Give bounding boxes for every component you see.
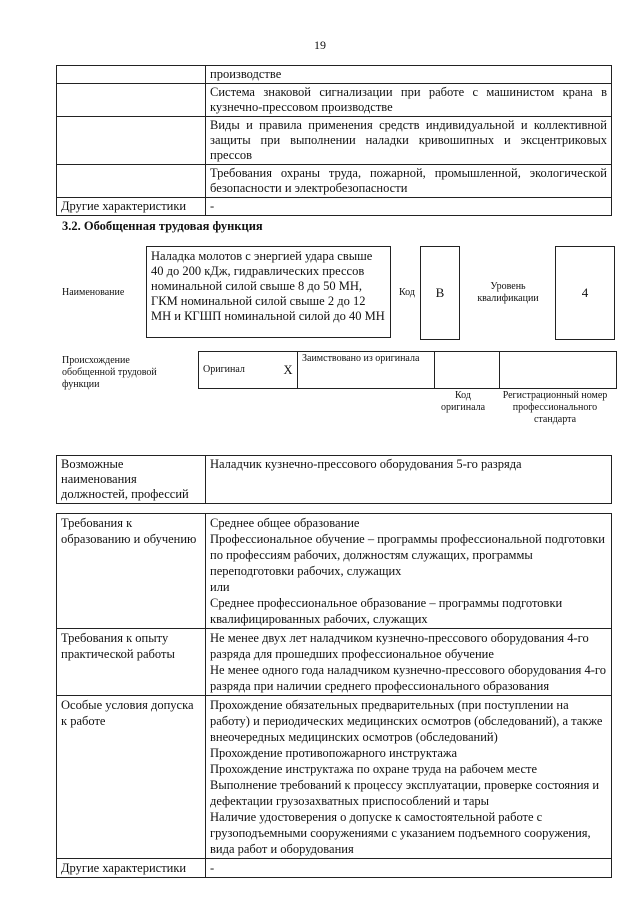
other-characteristics-value: - [206, 198, 612, 216]
function-name-box: Наладка молотов с энергией удара свыше 40 до 200 кДж, гидравлических прессов номинальной силой свыше 8 до 50 МН, ГКМ номинальной силой свыше 2 до 12 МН и КГШП номинальной силой до 40 МН [146, 246, 391, 338]
conditions-line: Прохождение инструктажа по охране труда на рабочем месте [210, 762, 538, 776]
other-characteristics-value: - [206, 859, 612, 878]
positions-value: Наладчик кузнечно-прессового оборудования 5-го разряда [206, 456, 612, 504]
name-label: Наименование [62, 287, 125, 298]
positions-label: Возможные наименования должностей, профессий [57, 456, 206, 504]
conditions-value [206, 696, 612, 859]
registration-number-cell [500, 352, 617, 389]
experience-value [206, 629, 612, 696]
education-label: Требования к образованию и обучению [57, 514, 206, 629]
empty-label-cell [57, 117, 206, 165]
code-value-box: B [420, 246, 460, 340]
requirements-table [56, 513, 612, 878]
education-line: Профессиональное обучение – программы профессиональной подготовки по профессиям рабочих, должностям служащих, программы переподготовки рабочих, служащих [210, 532, 605, 578]
original-label: Оригинал [199, 352, 280, 389]
empty-label-cell [57, 165, 206, 198]
education-line: или [210, 580, 230, 594]
qualification-level-box: 4 [555, 246, 615, 340]
conditions-line: Наличие удостоверения о допуске к самостоятельной работе с грузоподъемными сооружениями с указанием подъемного сооружения, вида работ и оборудования [210, 810, 591, 856]
empty-label-cell [57, 84, 206, 117]
knowledge-item: производстве [206, 66, 612, 84]
registration-number-caption: Регистрационный номер профессионального стандарта [502, 390, 608, 425]
other-characteristics-label: Другие характеристики [57, 859, 206, 878]
experience-label: Требования к опыту практической работы [57, 629, 206, 696]
education-line: Среднее общее образование [210, 516, 360, 530]
original-code-cell [435, 352, 500, 389]
conditions-line: Прохождение противопожарного инструктажа [210, 746, 458, 760]
conditions-label: Особые условия допуска к работе [57, 696, 206, 859]
origin-table [198, 351, 617, 389]
knowledge-item: Виды и правила применения средств индивидуальной и коллективной защиты при выполнении наладки кривошипных и эксцентриковых прессов [206, 117, 612, 165]
knowledge-table [56, 65, 612, 216]
conditions-line: Выполнение требований к процессу эксплуатации, проверке состояния и дефектации грузозахватных приспособлений и тары [210, 778, 600, 808]
conditions-line: Прохождение обязательных предварительных (при поступлении на работу) и периодических медицинских осмотров (обследований), а также внеочередных медицинских осмотров (обследований) [210, 698, 603, 744]
original-code-caption: Код оригинала [440, 390, 486, 413]
other-characteristics-label: Другие характеристики [57, 198, 206, 216]
empty-label-cell [57, 66, 206, 84]
page-number: 19 [314, 38, 326, 52]
qualification-level-label: Уровень квалификации [477, 281, 539, 304]
borrowed-label: Заимствовано из оригинала [298, 352, 435, 389]
code-label: Код [399, 287, 415, 298]
origin-label: Происхождение обобщенной трудовой функции [62, 355, 157, 390]
experience-line: Не менее одного года наладчиком кузнечно-прессового оборудования 4-го разряда при наличии среднего профессионального образования [210, 663, 606, 693]
positions-table [56, 455, 612, 504]
education-value [206, 514, 612, 629]
knowledge-item: Требования охраны труда, пожарной, промышленной, экологической безопасности и электробезопасности [206, 165, 612, 198]
experience-line: Не менее двух лет наладчиком кузнечно-прессового оборудования 4-го разряда для прошедших профессиональное обучение [210, 631, 589, 661]
original-mark: X [279, 352, 298, 389]
section-heading: 3.2. Обобщенная трудовая функция [62, 219, 263, 233]
knowledge-item: Система знаковой сигнализации при работе с машинистом крана в кузнечно-прессовом производстве [206, 84, 612, 117]
education-line: Среднее профессиональное образование – программы подготовки квалифицированных рабочих, служащих [210, 596, 563, 626]
